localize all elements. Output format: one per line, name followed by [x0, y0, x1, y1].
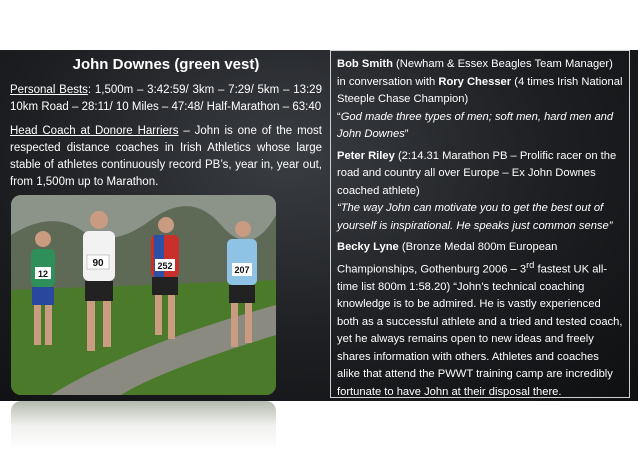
testimonials-box [330, 50, 630, 398]
testimonial-quote: fastest UK all-time list 800m 1:58.20) “John’s technical coaching knowledge is to be admired. He is vastly experienced both as a successful athlete and a tried and tested coach, yet he always remains open to new ideas and freely shares information with others. Athletes and coaches alike that attend the PWWT training camp are incredibly fortunate to have John at their disposal there. [337, 263, 623, 398]
bib-1: 12 [37, 269, 49, 279]
quote-mark: ” [404, 128, 409, 140]
testimonial-name: Rory Chesser [438, 75, 512, 88]
testimonial-name: Becky Lyne [337, 241, 399, 253]
left-column [10, 54, 322, 191]
testimonial-role: (4 times Irish National Steeple Chase Champion) [337, 75, 623, 105]
personal-bests [10, 82, 322, 116]
quote-mark: “ [337, 110, 341, 123]
head-coach-text: – John is one of the most respected distance coaches in Irish Athletics whose large stable of athletes continuously record PB’s, year in, year out, from 1,500m up to Marathon. [10, 125, 322, 188]
testimonial-quote: God made three types of men; soft men, hard men and John Downes [337, 110, 614, 140]
race-photo [11, 195, 276, 395]
personal-bests-text: : 1,500m – 3:42:59/ 3km – 7:29/ 5km – 13:29 10km Road – 28:11/ 10 Miles – 47:48/ Half-Marathon – 63:40 [10, 84, 322, 113]
slide [0, 50, 638, 401]
head-coach [10, 123, 322, 191]
testimonial-name: Bob Smith [337, 58, 393, 70]
photo-reflection [11, 401, 276, 451]
testimonial-role: (2:14.31 Marathon PB – Prolific racer on the road and country all over Europe – Ex John Downes coached athlete) [337, 149, 617, 197]
bib-2: 90 [92, 258, 104, 269]
personal-bests-label: Personal Bests [10, 84, 88, 96]
testimonial-bob-smith [337, 56, 623, 144]
bib-4: 207 [234, 265, 250, 275]
bib-3: 252 [157, 261, 173, 271]
testimonial-name: Peter Riley [337, 149, 395, 162]
ordinal-suffix: rd [526, 259, 535, 270]
testimonial-role: (Bronze Medal 800m European Championships, Gothenburg 2006 – 3 [337, 241, 558, 276]
testimonial-role: (Newham & Essex Beagles Team Manager) in conversation with [337, 58, 613, 88]
testimonial-quote: “The way John can motivate you to get the best out of yourself is inspirational. He speaks just common sense” [337, 202, 613, 232]
head-coach-label: Head Coach at Donore Harriers [10, 125, 179, 137]
race-photo-illustration [11, 195, 276, 395]
testimonial-peter-riley [337, 148, 623, 236]
athlete-heading: John Downes (green vest) [72, 56, 260, 73]
testimonial-becky-lyne [337, 239, 623, 401]
